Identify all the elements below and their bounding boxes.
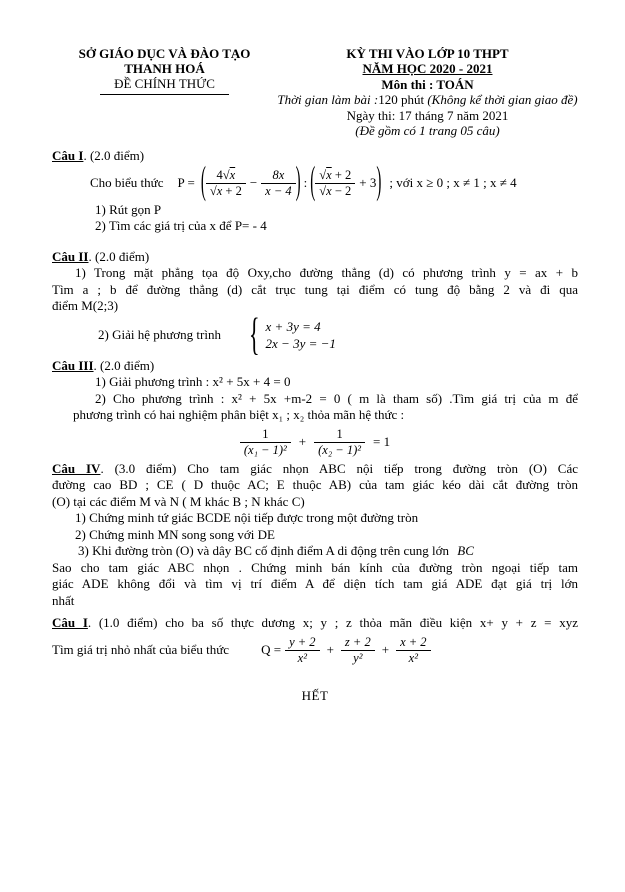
duration-note: (Không kể thời gian giao đề) xyxy=(427,92,578,108)
header-exam-title: KỲ THI VÀO LỚP 10 THPT xyxy=(346,46,509,61)
open-paren: ( xyxy=(200,161,206,204)
fraction-2-denominator: x − 4 xyxy=(261,183,295,199)
cau4-line3: (O) tại các điểm M và N ( M khác B ; N khác C) xyxy=(52,493,305,509)
den-tail: − 2 xyxy=(331,183,352,198)
equation-1: x + 3y = 4 xyxy=(265,318,321,334)
fraction-q3-denominator: x² xyxy=(396,650,430,666)
fraction-q3-numerator: x + 2 xyxy=(400,634,427,649)
radical-sign: √ xyxy=(319,183,327,198)
cau5-formula xyxy=(52,635,578,666)
cau2-line2: Tìm a ; b để đường thẳng (d) cắt trục tung tại điểm có tung độ bằng 2 và đi qua xyxy=(52,281,578,297)
duration-label: Thời gian làm bài : xyxy=(277,92,379,108)
equation-2: 2x − 3y = −1 xyxy=(265,335,336,351)
cau1-formula xyxy=(52,161,578,204)
cau3-relation xyxy=(52,427,578,458)
fraction-q3 xyxy=(396,635,430,666)
fraction-3-denominator xyxy=(315,183,355,199)
cau2-line1: 1) Trong mặt phẳng tọa độ Oxy,cho đường thẳng (d) có phương trình y = ax + b xyxy=(75,265,578,281)
cau2-label: Câu II xyxy=(52,248,89,264)
header-page-note: (Đề gồm có 1 trang 05 câu) xyxy=(355,123,500,139)
fraction-1-denominator xyxy=(206,183,246,199)
fraction-1-numerator xyxy=(206,168,246,183)
cau1-label: Câu I xyxy=(52,148,84,164)
cau1-item1: 1) Rút gọn P xyxy=(95,201,162,217)
plus-three: + 3 xyxy=(359,175,377,191)
fraction-x1-numerator: 1 xyxy=(262,426,269,441)
cau5-points: . (1.0 điểm) xyxy=(87,615,158,631)
fraction-x2 xyxy=(314,427,365,458)
fraction-3-numerator xyxy=(315,168,355,183)
header-school-year: NĂM HỌC 2020 - 2021 xyxy=(362,61,493,77)
fraction-q2 xyxy=(341,635,375,666)
plus-operator: + xyxy=(298,434,307,450)
plus-operator: + xyxy=(326,642,334,658)
header-subject: Môn thi : TOÁN xyxy=(381,76,474,92)
fraction-x1-denominator: (x₁ − 1)² xyxy=(240,442,291,458)
cau5-intro: cho ba số thực dương x; y ; z thỏa mãn điều kiện x+ y + z = xyz xyxy=(165,615,578,631)
minus-operator: − xyxy=(249,175,258,191)
cau3-item2-line2: phương trình có hai nghiệm phân biệt x₁ ; x₂ thỏa mãn hệ thức : xyxy=(73,407,405,423)
header-right xyxy=(277,46,578,138)
radical-sign: 4√ xyxy=(216,167,230,182)
cau4-line9: nhất xyxy=(52,592,75,608)
fraction-x1 xyxy=(240,427,291,458)
cau2-points: . (2.0 điểm) xyxy=(88,248,150,264)
official-exam-stamp: ĐỀ CHÍNH THỨC xyxy=(100,76,229,95)
cau4-line1 xyxy=(52,461,578,478)
cau4-line7: Sao cho tam giác ABC nhọn . Chứng minh bán kính của đường tròn ngoại tiếp tam xyxy=(52,559,578,575)
header-province: THANH HOÁ xyxy=(124,61,205,76)
cau4-item2: 2) Chứng minh MN song song với DE xyxy=(75,526,275,542)
cau4-item1: 1) Chứng minh tứ giác BCDE nội tiếp được trong một đường tròn xyxy=(75,510,419,526)
cau1-intro: Cho biểu thức xyxy=(90,175,164,191)
fraction-q2-numerator: z + 2 xyxy=(344,634,371,649)
arc-BC: BC xyxy=(457,543,474,559)
cau1-condition: ; với x ≥ 0 ; x ≠ 1 ; x ≠ 4 xyxy=(389,175,517,191)
cau4-label: Câu IV xyxy=(52,460,101,476)
end-of-exam: HẾT xyxy=(301,687,329,703)
cau4-line8: giác ADE không đổi và tìm vị trí điểm A để diện tích tam giá ADE đạt giá trị lớn xyxy=(52,576,578,592)
cau5-line2: Tìm giá trị nhỏ nhất của biểu thức xyxy=(52,642,230,658)
header-department: SỞ GIÁO DỤC VÀ ĐÀO TẠO xyxy=(78,46,251,61)
cau2-line3: điểm M(2;3) xyxy=(52,298,119,314)
fraction-3 xyxy=(315,168,355,199)
radical-sign: √ xyxy=(319,167,327,182)
header-official-exam xyxy=(52,76,277,95)
fraction-q2-denominator: y² xyxy=(341,650,375,666)
cau4-line2: đường cao BD ; CE ( D thuộc AC; E thuộc AB) của tam giác kéo dài cắt đường tròn xyxy=(52,477,578,493)
radicand: x xyxy=(216,183,223,198)
cau3-label: Câu III xyxy=(52,357,94,373)
radicand: x xyxy=(326,167,332,182)
header-left xyxy=(52,46,277,138)
close-paren: ) xyxy=(295,161,301,204)
radical-sign: √ xyxy=(209,183,217,198)
cau5-q-equals: Q = xyxy=(261,642,282,658)
num-tail: + 2 xyxy=(331,167,352,182)
cau4-intro: Cho tam giác nhọn ABC nội tiếp trong đường tròn (O) Các xyxy=(187,460,578,476)
fraction-q1-denominator: x² xyxy=(285,650,319,666)
fraction-2 xyxy=(261,168,295,199)
cau5-line1 xyxy=(52,615,578,632)
fraction-q1 xyxy=(285,635,319,666)
equation-system xyxy=(266,318,336,352)
fraction-x2-numerator: 1 xyxy=(336,426,343,441)
cau4-item3 xyxy=(52,543,578,560)
header-duration xyxy=(277,92,578,107)
cau4-points: . (3.0 điểm) xyxy=(100,460,177,476)
close-paren: ) xyxy=(376,161,382,204)
cau1-item2: 2) Tìm các giá trị của x để P= - 4 xyxy=(95,218,267,234)
system-brace: { xyxy=(248,307,260,360)
cau4-item3-text: 3) Khi đường tròn (O) và dây BC cố định điểm A di động trên cung lớn xyxy=(78,543,450,559)
cau2-system xyxy=(52,307,578,360)
cau3-heading xyxy=(52,358,578,375)
fraction-2-numerator: 8x xyxy=(272,167,285,182)
fraction-q1-numerator: y + 2 xyxy=(289,634,316,649)
radicand: x xyxy=(326,183,332,198)
fraction-x2-denominator: (x₂ − 1)² xyxy=(314,442,365,458)
cau2-item2-label: 2) Giải hệ phương trình xyxy=(98,326,221,342)
cau3-points: . (2.0 điểm) xyxy=(93,357,155,373)
cau3-item2-line1: 2) Cho phương trình : x² + 5x +m-2 = 0 ( m là tham số) .Tìm giá trị của m để xyxy=(95,390,578,406)
header-exam-date: Ngày thi: 17 tháng 7 năm 2021 xyxy=(346,107,509,123)
cau1-points: . (2.0 điểm) xyxy=(83,148,145,164)
equals-one: = 1 xyxy=(373,434,391,450)
cau3-item1: 1) Giải phương trình : x² + 5x + 4 = 0 xyxy=(95,374,291,390)
fraction-1 xyxy=(206,168,246,199)
radicand: x xyxy=(229,167,236,182)
cau5-label: Câu I xyxy=(52,615,88,631)
plus-operator: + xyxy=(381,642,390,658)
header xyxy=(52,46,578,138)
divide-operator: : xyxy=(303,175,308,191)
open-paren: ( xyxy=(310,161,316,204)
cau1-p-equals: P = xyxy=(177,175,195,191)
cau2-heading xyxy=(52,249,578,266)
duration-value: 120 phút xyxy=(378,92,428,108)
den-tail: + 2 xyxy=(222,183,242,198)
